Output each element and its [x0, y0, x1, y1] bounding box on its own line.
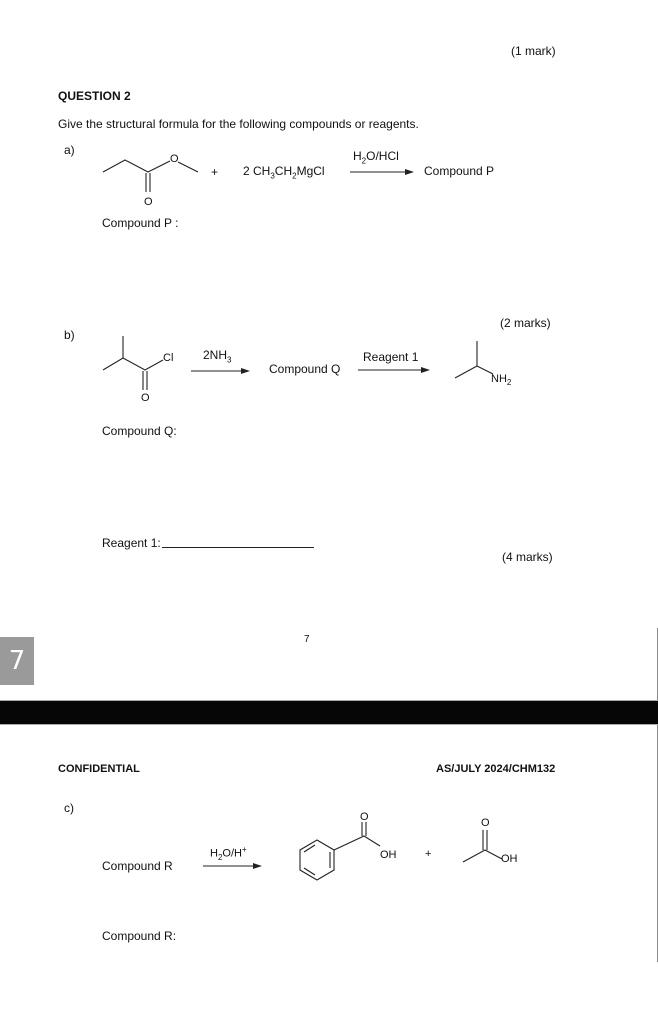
compound-r: Compound R — [102, 859, 173, 873]
svg-text:O: O — [360, 811, 369, 823]
isobutyryl-chloride-structure — [103, 336, 173, 404]
answer-line — [162, 547, 314, 548]
page-separator — [0, 700, 658, 725]
part-b-label: b) — [64, 328, 75, 342]
svg-text:O: O — [144, 196, 153, 208]
acetic-acid-structure — [463, 817, 518, 865]
amine-group: $NH_2$ — [491, 373, 512, 388]
answer-prompt-q: Compound Q: — [102, 424, 177, 438]
svg-text:OH: OH — [501, 853, 518, 865]
reaction-arrow-b2 — [358, 367, 430, 373]
part-a-label: a) — [64, 143, 75, 157]
part-c-label: c) — [64, 801, 74, 815]
marks-a: (2 marks) — [500, 316, 551, 330]
page-thumbnail-tab[interactable]: 7 — [0, 637, 34, 685]
header-confidential: CONFIDENTIAL — [58, 763, 140, 775]
svg-text:Cl: Cl — [163, 352, 174, 364]
methyl-propanoate-structure — [103, 153, 198, 208]
conditions-c: $H_2O/H^+$ — [210, 845, 247, 862]
svg-text:O: O — [170, 153, 179, 165]
plus-sign: + — [211, 165, 219, 179]
reagent-1-label: Reagent 1 — [363, 350, 419, 364]
previous-marks: (1 mark) — [511, 44, 556, 58]
plus-sign-c: + — [425, 848, 432, 860]
svg-text:O: O — [481, 817, 490, 829]
reagent-ammonia: $2NH_3$ — [203, 348, 232, 365]
question-title: QUESTION 2 — [58, 89, 131, 103]
page-number: 7 — [304, 634, 310, 645]
conditions-a: $H_2O$/HCl — [353, 149, 399, 166]
marks-b: (4 marks) — [502, 550, 553, 564]
instruction-text: Give the structural formula for the following compounds or reagents. — [58, 117, 419, 131]
benzoic-acid-structure — [300, 811, 397, 880]
answer-prompt-r: Compound R: — [102, 929, 177, 943]
product-a: Compound P — [424, 164, 495, 178]
reaction-arrow-a — [350, 169, 414, 175]
reaction-arrow-c — [203, 863, 262, 869]
isopropylamine-structure — [455, 341, 493, 378]
svg-text:OH: OH — [380, 849, 397, 861]
svg-text:O: O — [141, 392, 150, 404]
grignard-reagent: 2 $CH_3CH_2MgCl$ — [243, 164, 325, 181]
compound-q: Compound Q — [269, 362, 341, 376]
reaction-arrow-b1 — [191, 368, 250, 374]
header-course-code: AS/JULY 2024/CHM132 — [436, 763, 556, 775]
answer-prompt-reagent: Reagent 1: — [102, 536, 161, 550]
answer-prompt-p: Compound P : — [102, 216, 179, 230]
